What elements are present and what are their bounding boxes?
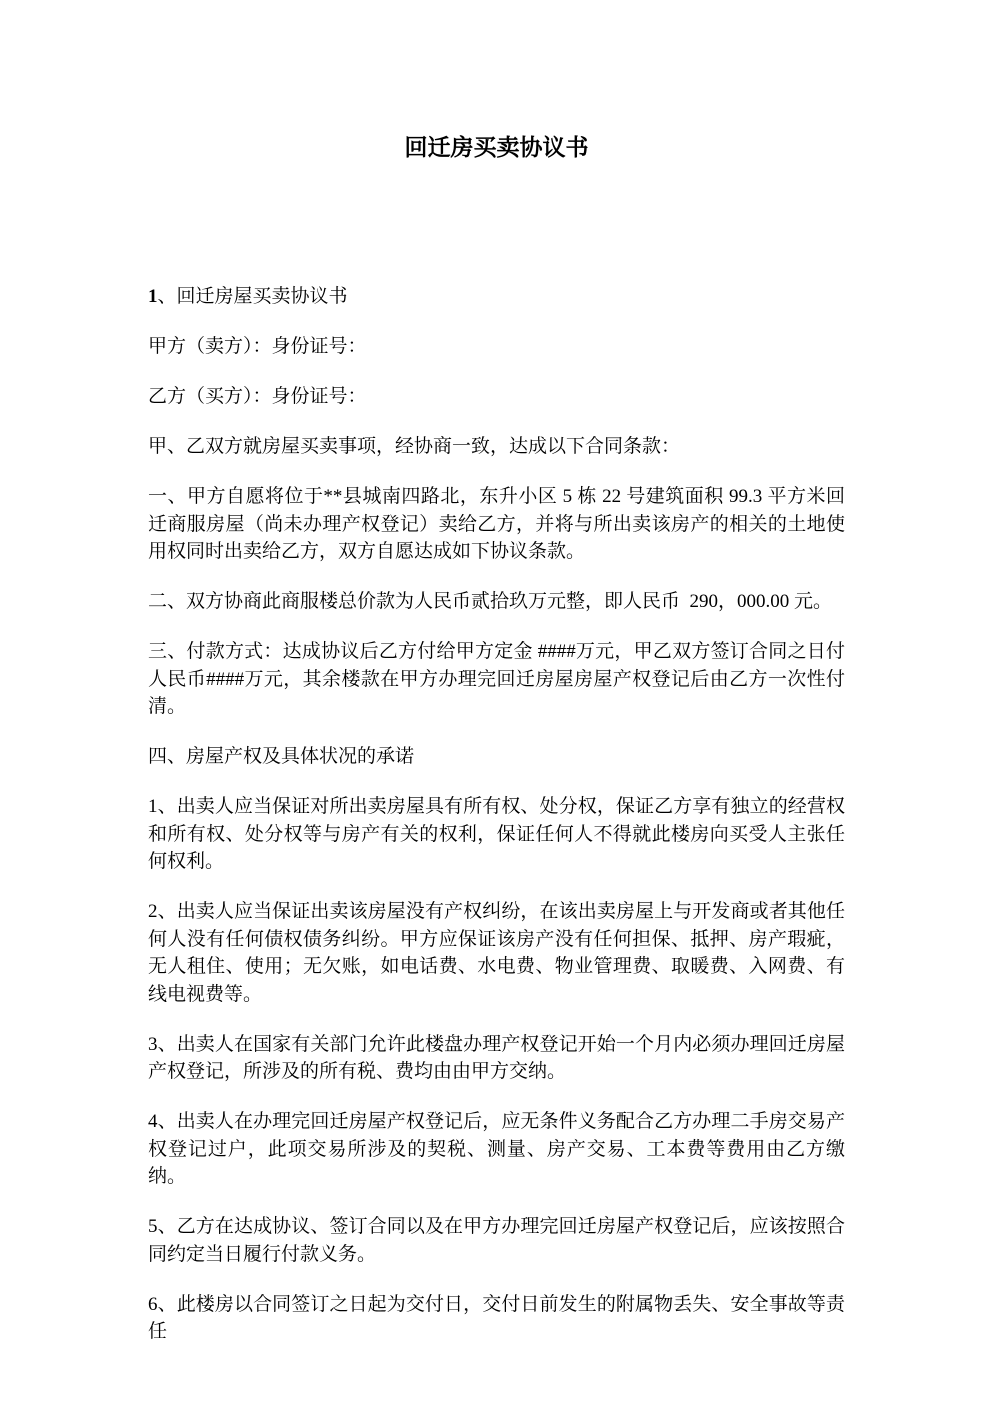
- section-1-heading: [148, 283, 845, 311]
- party-a-line: 甲方（卖方）：身份证号：: [148, 336, 367, 357]
- clause-four-item-6: 6、此楼房以合同签订之日起为交付日，交付日前发生的附属物丢失、安全事故等责任: [148, 1293, 845, 1342]
- clause-three: 三、付款方式：达成协议后乙方付给甲方定金 ####万元，甲乙双方签订合同之日付人民币####万元，其余楼款在甲方办理完回迁房屋房屋产权登记后由乙方一次性付清。: [148, 641, 845, 717]
- party-b-line: 乙方（买方）：身份证号：: [148, 386, 367, 407]
- clause-four-item-1: 1、出卖人应当保证对所出卖房屋具有所有权、处分权，保证乙方享有独立的经营权和所有权、处分权等与房产有关的权利，保证任何人不得就此楼房向买受人主张任何权利。: [148, 796, 845, 872]
- clause-four-item-3: 3、出卖人在国家有关部门允许此楼盘办理产权登记开始一个月内必须办理回迁房屋产权登记，所涉及的所有税、费均由由甲方交纳。: [148, 1033, 845, 1082]
- clause-two: 二、双方协商此商服楼总价款为人民币贰拾玖万元整，即人民币 290，000.00 元。: [148, 591, 833, 612]
- section-1-number: 1: [148, 286, 158, 307]
- section-1-title: 、回迁房屋买卖协议书: [157, 286, 348, 307]
- preamble: 甲、乙双方就房屋买卖事项，经协商一致，达成以下合同条款：: [148, 436, 681, 457]
- document-title: 回迁房买卖协议书: [404, 135, 589, 160]
- clause-four-item-2: 2、出卖人应当保证出卖该房屋没有产权纠纷，在该出卖房屋上与开发商或者其他任何人没有任何债权债务纠纷。甲方应保证该房产没有任何担保、抵押、房产瑕疵，无人租住、使用；无欠账，如电话费、水电费、物业管理费、取暖费、入网费、有线电视费等。: [148, 901, 845, 1005]
- clause-four-heading: 四、房屋产权及具体状况的承诺: [148, 746, 415, 767]
- clause-four-item-5: 5、乙方在达成协议、签订合同以及在甲方办理完回迁房屋产权登记后，应该按照合同约定当日履行付款义务。: [148, 1216, 845, 1265]
- clause-four-item-4: 4、出卖人在办理完回迁房屋产权登记后，应无条件义务配合乙方办理二手房交易产权登记过户，此项交易所涉及的契税、测量、房产交易、工本费等费用由乙方缴纳。: [148, 1111, 845, 1187]
- clause-one: 一、甲方自愿将位于**县城南四路北，东升小区 5 栋 22 号建筑面积 99.3 平方米回迁商服房屋（尚未办理产权登记）卖给乙方，并将与所出卖该房产的相关的土地使用权同时出卖给乙方，双方自愿达成如下协议条款。: [148, 486, 845, 562]
